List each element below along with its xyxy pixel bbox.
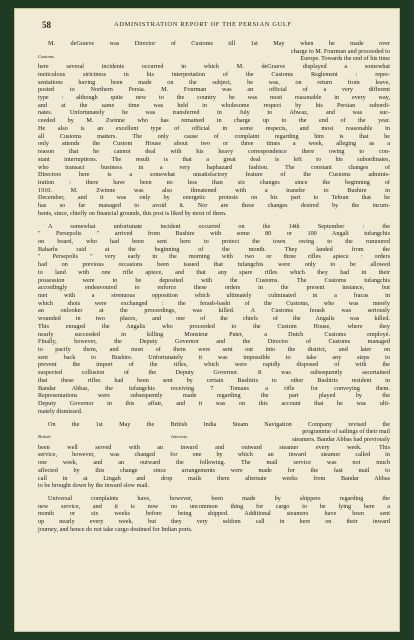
text-line: " Persepolis " arrived from Bushire with some 80 or 100 Angali tufangchis bbox=[38, 230, 390, 238]
text-line: wounded in two places, and one of the chiefs of the Angalis was killed. bbox=[38, 315, 390, 323]
text-line-content: charge to M. Fourman and proceeded to bbox=[290, 47, 390, 55]
text-line: call in at Lingah and drop mails there alternate weeks from Bandar Abbas bbox=[38, 474, 390, 482]
text-line: and at the same time was held in wholesome respect by his Persian subordi- bbox=[38, 101, 390, 109]
text-line: service, however, was changed for one by which an inward steamer called in bbox=[38, 451, 390, 459]
text-line: stant interruptions. The result is that a great deal is left to his subordinates, bbox=[38, 155, 390, 163]
margin-note: British Interests. bbox=[38, 434, 188, 440]
running-title: ADMINISTRATION REPORT OF THE PERSIAN GULF bbox=[114, 21, 292, 28]
body-text bbox=[38, 40, 390, 534]
text-line: Baharlu raid at the beginning of the month. They landed from the bbox=[38, 245, 390, 253]
text-line-content: steamers. Bandar Abbas had previously bbox=[292, 435, 390, 443]
text-line bbox=[38, 55, 390, 63]
text-line: Directors here is a somewhat unsatisfactory feature of the Customs adminis- bbox=[38, 171, 390, 179]
text-line: suspected collusion of the Deputy Governor. It was subsequently ascertained bbox=[38, 369, 390, 377]
text-line: posted to Northern Persia. M. Fourman was an official of a very different bbox=[38, 86, 390, 94]
page-header bbox=[42, 20, 382, 32]
text-line-content: programme of sailings of their mail bbox=[302, 428, 390, 436]
text-line: meticulous strictness in his interpretation of the Customs Reglement : repre- bbox=[38, 70, 390, 78]
text-line: nates. Unfortunately he was transferred in July to Ahwaz, and was suc- bbox=[38, 109, 390, 117]
text-line: to land with one rifle apiece, and that any spare rifles which they had in their bbox=[38, 268, 390, 276]
text-line: This enraged the Angalis who proceeded to the Custom House, where they bbox=[38, 322, 390, 330]
text-line bbox=[38, 436, 390, 444]
text-line: tration : there have been no less than six changes since the beginning of bbox=[38, 178, 390, 186]
text-line: reason that he cannot deal with his heavy correspondence there owing to con- bbox=[38, 148, 390, 156]
document-page bbox=[14, 8, 400, 632]
text-line: to pacify them, and most of them were sent out into the district, and later on bbox=[38, 346, 390, 354]
text-line: journey, and hence do not take cargo destined for Indian ports. bbox=[38, 525, 193, 533]
text-line: an onlooker at the proceedings, was killed. A Customs ferash was seriously bbox=[38, 307, 390, 315]
text-line: Representations were subsequently made regarding the part played by the bbox=[38, 392, 390, 400]
text-line: 1910. M. Zwinne was also threatened with a transfer to Bushire in bbox=[38, 186, 390, 194]
text-line-content: Europe. Towards the end of his time bbox=[300, 55, 390, 63]
text-line: new service, and it is now no uncommon thing for cargo to be lying here a bbox=[38, 502, 390, 510]
text-line: here several incidents occurred in which M. deGraeve displayed a somewhat bbox=[38, 63, 390, 71]
text-line: December, and it was only by energetic protests on his part to Tehran that he bbox=[38, 194, 390, 202]
text-line: all Customs matters. The only cause of complaint regarding him is that he bbox=[38, 132, 390, 140]
text-line: who transact business in a very haphazard fashion. The constant changes of bbox=[38, 163, 390, 171]
margin-note: Customs. bbox=[38, 53, 55, 59]
text-line: Universal complaints have, however, been made by shippers regarding the bbox=[48, 494, 390, 502]
text-line: up nearly every week, but they very seldom call in here on their inward bbox=[38, 518, 390, 526]
text-line: that these rifles had been sent by certain Bushiris to other Bushiris resident in bbox=[38, 376, 390, 384]
text-line: to be brought down by the inward slow mail. bbox=[38, 482, 150, 490]
text-line: Bandar Abbas, the tufangchis receiving 7 Tomans a rifle for conveying them. bbox=[38, 384, 390, 392]
text-line: On the 1st May the British India Steam Navigation Company revised the bbox=[48, 420, 390, 428]
text-line: has so far managed to avoid it. Nor are these changes desired by the incum- bbox=[38, 202, 390, 210]
text-line: ceeded by M. Zwinne who has remained in charge up to the end of the year. bbox=[38, 117, 390, 125]
text-line: only attends the Custom House about two or three times a week, alleging as a bbox=[38, 140, 390, 148]
text-line: affected by this change since arrangements were made for the fast mail to bbox=[38, 466, 390, 474]
text-line: " Persepolis " very early in the morning with two or three rifles apiece : orders bbox=[38, 253, 390, 261]
text-line: A somewhat unfortunate incident occurred on the 14th September : the bbox=[48, 222, 390, 230]
text-line: mately dismissed. bbox=[38, 407, 83, 415]
text-line: one week, and an outward the following. The mail service was not much bbox=[38, 459, 390, 467]
text-line: prevent the import of the rifles, which were rapidly disposed of with the bbox=[38, 361, 390, 369]
page-number: 58 bbox=[42, 20, 51, 30]
text-line: He also is an excellent type of official in some respects, and most reasonable in bbox=[38, 124, 390, 132]
text-line: month or six weeks before being shipped. Additional steamers have been sent bbox=[38, 510, 390, 518]
text-line: been well served with an inward and outward steamer every week. This bbox=[38, 443, 390, 451]
text-line: M. deGraeve was Director of Customs till 1st May when he made over bbox=[48, 40, 390, 47]
text-line: Finally, however, the Deputy Governor and the Director of Customs managed bbox=[38, 338, 390, 346]
text-line: sentations having been made on the subject, he was, on return from leave, bbox=[38, 78, 390, 86]
text-line: met with a strenuous opposition which ultimately culminated in a fracas in bbox=[38, 292, 390, 299]
text-line: type : although quite new to the country he was most reasonable in every way, bbox=[38, 94, 390, 102]
text-line: accordingly endeavoured to enforce these orders in the present instance, but bbox=[38, 284, 390, 292]
text-line: on board, who had been sent here to protect the town owing to the rumoured bbox=[38, 237, 390, 245]
text-line: which shots were exchanged : the ferash-bashi of the Customs, who was merely bbox=[38, 299, 390, 307]
text-line: nearly succeeded in killing Monsieur Pater, a Dutch Customs employé. bbox=[38, 330, 390, 338]
text-line: bents, since, chiefly on financial grounds, this post is liked by most of them. bbox=[38, 209, 227, 217]
text-line: Deputy Governor in this affair, and it was on this account that he was ulti- bbox=[38, 400, 390, 408]
text-line: sent back to Bushire. Unfortunately it was impossible to take any steps to bbox=[38, 353, 390, 361]
text-line: possession were to be deposited with the Customs. The Customs tufangchis bbox=[38, 276, 390, 284]
text-line: had on previous occasions been issued that tufangchis were only to be allowed bbox=[38, 261, 390, 269]
